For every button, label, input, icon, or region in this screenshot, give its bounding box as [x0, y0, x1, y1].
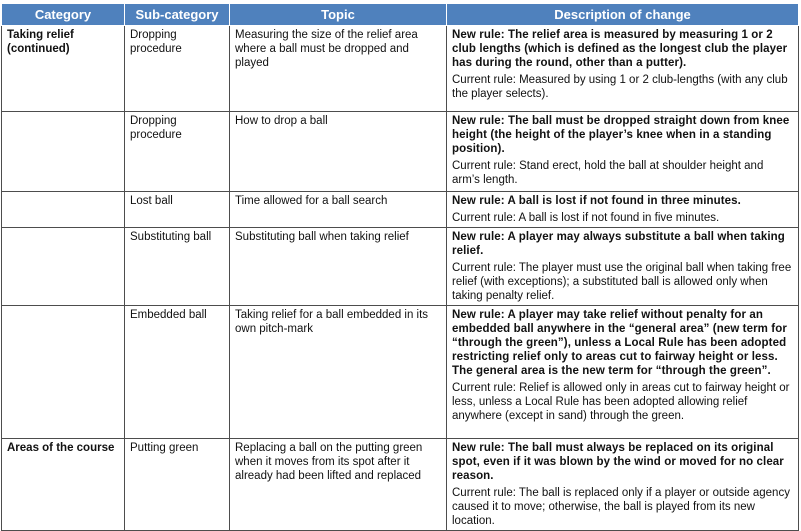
current-rule-text: Current rule: The ball is replaced only if a player or outside agency caused it to move; otherwise, the ball is played from its new location. [452, 487, 790, 527]
description-cell [447, 228, 799, 306]
current-rule-text: Current rule: The player must use the original ball when taking free relief (with exceptions); a substituted ball is allowed only when taking penalty relief. [452, 262, 792, 302]
new-rule-text: New rule: The ball must be dropped straight down from knee height (the height of the player’s knee when in a standing position). [452, 115, 790, 155]
table-row [2, 26, 799, 112]
category-cell [2, 192, 125, 228]
subcategory-cell: Lost ball [125, 192, 230, 228]
new-rule-text: New rule: A ball is lost if not found in three minutes. [452, 195, 741, 207]
category-cell [2, 306, 125, 439]
new-rule-text: New rule: A player may take relief without penalty for an embedded ball anywhere in the “general area” (new term for “through the green”), unless a Local Rule has been adopted restricting relief only to areas cut to fairway height or less. The general area is the new term for “through the green”. [452, 309, 787, 377]
description-cell [447, 26, 799, 112]
subcategory-cell: Putting green [125, 439, 230, 531]
new-rule-text: New rule: The relief area is measured by measuring 1 or 2 club lengths (which is defined as the longest club the player has during the round, other than a putter). [452, 29, 788, 69]
current-rule-text: Current rule: Relief is allowed only in areas cut to fairway height or less, unless a Local Rule has been adopted allowing relief anywhere (except in sand) through the green. [452, 382, 790, 422]
table-row [2, 228, 799, 306]
category-cell [2, 112, 125, 192]
table-row [2, 112, 799, 192]
new-rule-text: New rule: The ball must always be replaced on its original spot, even if it was blown by the wind or moved for no clear reason. [452, 442, 784, 482]
description-cell [447, 306, 799, 439]
header-topic: Topic [230, 4, 447, 26]
topic-cell: Replacing a ball on the putting green when it moves from its spot after it already had been lifted and replaced [230, 439, 447, 531]
current-rule-text: Current rule: A ball is lost if not found in five minutes. [452, 212, 720, 224]
topic-cell: Time allowed for a ball search [230, 192, 447, 228]
new-rule-text: New rule: A player may always substitute a ball when taking relief. [452, 231, 785, 257]
rules-changes-table [1, 3, 799, 531]
header-row [2, 4, 799, 26]
description-cell [447, 439, 799, 531]
subcategory-cell: Substituting ball [125, 228, 230, 306]
current-rule-text: Current rule: Stand erect, hold the ball at shoulder height and arm’s length. [452, 160, 764, 186]
topic-cell: Taking relief for a ball embedded in its own pitch-mark [230, 306, 447, 439]
subcategory-cell: Dropping procedure [125, 112, 230, 192]
header-subcategory: Sub-category [125, 4, 230, 26]
current-rule-text: Current rule: Measured by using 1 or 2 club-lengths (with any club the player selects). [452, 74, 788, 100]
subcategory-cell: Dropping procedure [125, 26, 230, 112]
topic-cell: Measuring the size of the relief area where a ball must be dropped and played [230, 26, 447, 112]
topic-cell: How to drop a ball [230, 112, 447, 192]
table-row [2, 439, 799, 531]
subcategory-cell: Embedded ball [125, 306, 230, 439]
table-row [2, 306, 799, 439]
description-cell [447, 192, 799, 228]
category-cell: Areas of the course [2, 439, 125, 531]
category-cell [2, 228, 125, 306]
table-row [2, 192, 799, 228]
header-description: Description of change [447, 4, 799, 26]
topic-cell: Substituting ball when taking relief [230, 228, 447, 306]
header-category: Category [2, 4, 125, 26]
description-cell [447, 112, 799, 192]
category-cell: Taking relief (continued) [2, 26, 125, 112]
